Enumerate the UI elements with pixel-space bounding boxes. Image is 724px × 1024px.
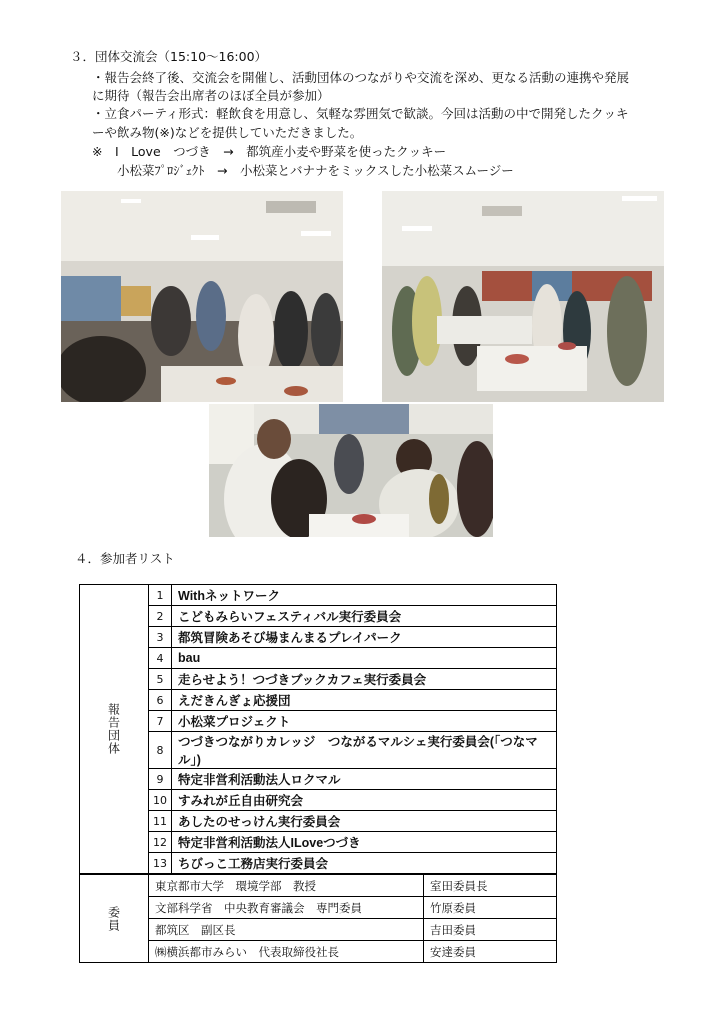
section3-line-1: ・報告会終了後、交流会を開催し、活動団体のつながりや交流を深め、更なる活動の連携や発展 xyxy=(92,70,630,85)
table-row xyxy=(80,832,557,853)
group-number: 8 xyxy=(149,732,172,769)
group-number: 9 xyxy=(149,769,172,790)
group-name: 小松菜プロジェクト xyxy=(172,711,557,732)
table-row xyxy=(80,853,557,875)
committee-affiliation: 都筑区 副区長 xyxy=(149,919,424,941)
group-name: すみれが丘自由研究会 xyxy=(172,790,557,811)
table-row xyxy=(80,941,557,963)
table-row xyxy=(80,897,557,919)
group-number: 3 xyxy=(149,627,172,648)
group-number: 2 xyxy=(149,606,172,627)
group-name: ちびっこ工務店実行委員会 xyxy=(172,853,557,875)
group-number: 5 xyxy=(149,669,172,690)
group-name: えだきんぎょ応援団 xyxy=(172,690,557,711)
committee-role: 吉田委員 xyxy=(424,919,557,941)
table-row xyxy=(80,811,557,832)
committee-label: 委員 xyxy=(80,874,149,963)
committee-role: 室田委員長 xyxy=(424,874,557,897)
section3-note-2: 小松菜ﾌﾟﾛｼﾞｪｸﾄ → 小松菜とバナナをミックスした小松菜スムージー xyxy=(117,163,514,178)
section3-title: ３．団体交流会（15:10～16:00） xyxy=(70,49,268,64)
committee-affiliation: 東京都市大学 環境学部 教授 xyxy=(149,874,424,897)
group-name: Withネットワーク xyxy=(172,585,557,606)
committee-affiliation: 文部科学省 中央教育審議会 専門委員 xyxy=(149,897,424,919)
group-name: 特定非営利活動法人ILoveつづき xyxy=(172,832,557,853)
group-number: 12 xyxy=(149,832,172,853)
table-row xyxy=(80,790,557,811)
group-name: 都筑冒険あそび場まんまるプレイパーク xyxy=(172,627,557,648)
committee-affiliation: ㈱横浜都市みらい 代表取締役社長 xyxy=(149,941,424,963)
section3-line-4: ーや飲み物(※)などを提供していただきました。 xyxy=(92,125,363,140)
section3-line-3: ・立食パーティ形式：軽飲食を用意し、気軽な雰囲気で歓談。今回は活動の中で開発したクッキ xyxy=(92,106,629,121)
report-group-label: 報告団体 xyxy=(80,585,149,875)
table-row xyxy=(80,919,557,941)
group-number: 10 xyxy=(149,790,172,811)
section3-line-2: に期待（報告会出席者のほぼ全員が参加） xyxy=(92,88,330,103)
group-name: 走らせよう！つづきブックカフェ実行委員会 xyxy=(172,669,557,690)
group-number: 6 xyxy=(149,690,172,711)
group-name: あしたのせっけん実行委員会 xyxy=(172,811,557,832)
table-row xyxy=(80,769,557,790)
group-number: 4 xyxy=(149,648,172,669)
photo-exchange-left xyxy=(61,191,343,402)
photo-exchange-right xyxy=(382,191,664,402)
table-row xyxy=(80,669,557,690)
table-row xyxy=(80,606,557,627)
table-row xyxy=(80,874,557,897)
group-name: 特定非営利活動法人ロクマル xyxy=(172,769,557,790)
participant-list-table xyxy=(79,584,557,963)
photo-exchange-center xyxy=(209,404,493,537)
section4-title: ４．参加者リスト xyxy=(75,551,175,566)
table-row xyxy=(80,585,557,606)
group-number: 7 xyxy=(149,711,172,732)
group-number: 11 xyxy=(149,811,172,832)
table-row xyxy=(80,732,557,769)
group-name: つづきつながりカレッジ つながるマルシェ実行委員会(「つなマル」) xyxy=(172,732,557,769)
table-row xyxy=(80,690,557,711)
committee-role: 安達委員 xyxy=(424,941,557,963)
table-row xyxy=(80,627,557,648)
table-row xyxy=(80,711,557,732)
group-number: 13 xyxy=(149,853,172,875)
table-row xyxy=(80,648,557,669)
group-name: bau xyxy=(172,648,557,669)
section3-note-1: ※ I Love つづき → 都筑産小麦や野菜を使ったクッキー xyxy=(92,144,447,159)
group-name: こどもみらいフェスティバル実行委員会 xyxy=(172,606,557,627)
group-number: 1 xyxy=(149,585,172,606)
committee-role: 竹原委員 xyxy=(424,897,557,919)
